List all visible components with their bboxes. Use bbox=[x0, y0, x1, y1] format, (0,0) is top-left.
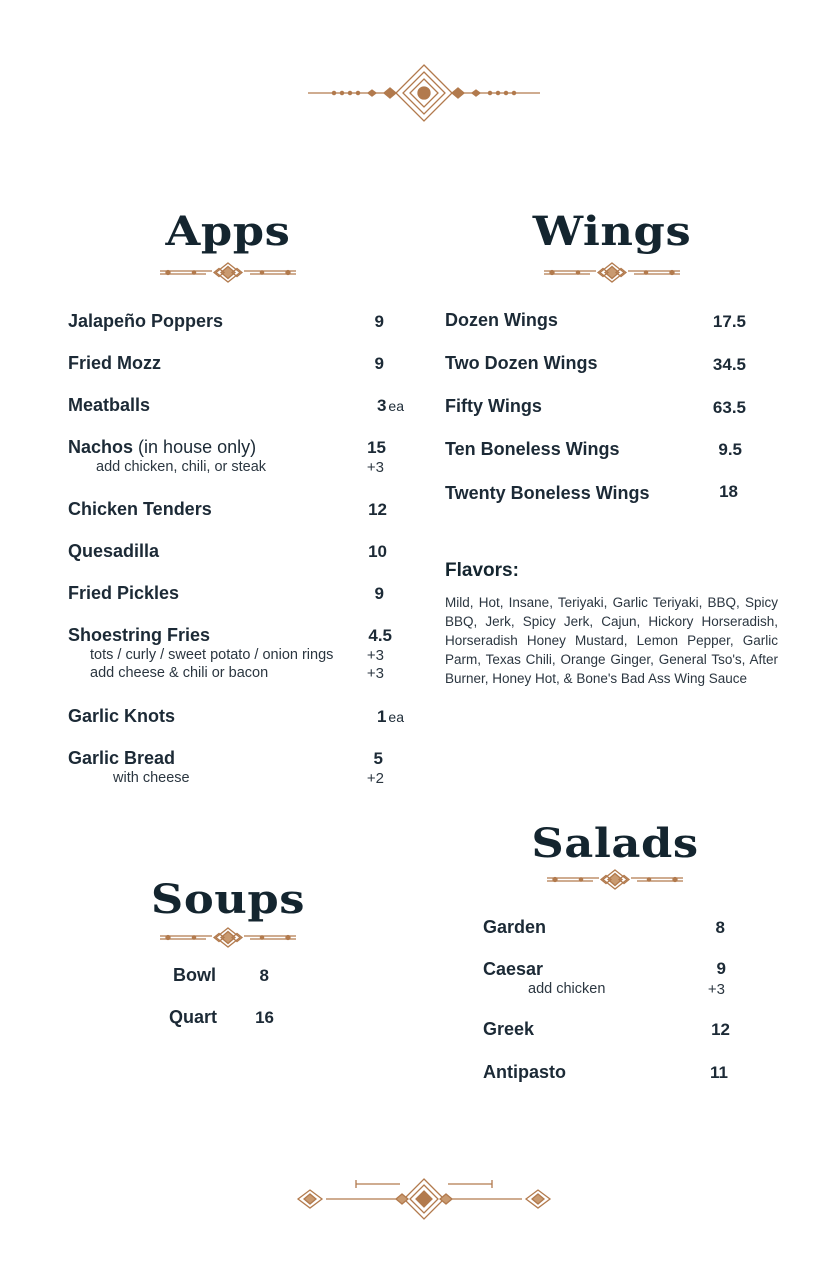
menu-item-bowl: Bowl bbox=[173, 965, 216, 985]
price-two-dozen-wings: 34.5 bbox=[712, 355, 746, 374]
price-meatballs: 3 ea bbox=[376, 396, 404, 415]
menu-item-twenty-boneless-wings: Twenty Boneless Wings bbox=[445, 483, 650, 503]
price-greek: 12 bbox=[711, 1020, 730, 1039]
price-garlic-bread: 5 bbox=[373, 749, 383, 768]
addon-price-nachos: +3 bbox=[366, 459, 384, 476]
flavors-list: Mild, Hot, Insane, Teriyaki, Garlic Teriyaki, BBQ, Spicy BBQ, Jerk, Spicy Jerk, Cajun, Hickory Horseradish, Horseradish Honey Mustard, Lemon Pepper, Garlic Parm, Texas Chili, Orange Ginger, General Tso's, After Burner, Honey Hot, & Bone's Bad Ass Wing Sauce bbox=[445, 595, 778, 686]
apps-divider bbox=[158, 262, 298, 284]
menu-item-two-dozen-wings: Two Dozen Wings bbox=[445, 353, 598, 373]
addon-nachos: add chicken, chili, or steak bbox=[96, 459, 267, 475]
menu-item-nachos: Nachos (in house only) bbox=[68, 437, 257, 457]
menu-item-quesadilla: Quesadilla bbox=[68, 541, 160, 561]
menu-item-caesar: Caesar bbox=[483, 959, 544, 979]
price-quart: 16 bbox=[255, 1008, 274, 1027]
menu-item-dozen-wings: Dozen Wings bbox=[445, 310, 558, 330]
price-ten-boneless-wings: 9.5 bbox=[718, 440, 742, 459]
price-fried-pickles: 9 bbox=[374, 584, 384, 603]
addon-price-garlic-bread: +2 bbox=[366, 770, 384, 787]
price-nachos: 15 bbox=[367, 438, 386, 457]
price-dozen-wings: 17.5 bbox=[712, 312, 746, 331]
flavors-title: Flavors: bbox=[445, 560, 519, 581]
top-ornament bbox=[306, 62, 542, 124]
addon-price-caesar: +3 bbox=[707, 981, 725, 998]
salads-divider bbox=[545, 869, 685, 891]
menu-item-fried-mozz: Fried Mozz bbox=[68, 353, 161, 373]
price-garden: 8 bbox=[715, 918, 725, 937]
apps-heading: Apps bbox=[165, 208, 291, 255]
price-quesadilla: 10 bbox=[368, 542, 387, 561]
price-antipasto: 11 bbox=[710, 1063, 728, 1082]
menu-item-fifty-wings: Fifty Wings bbox=[445, 396, 542, 416]
unit-label: ea bbox=[388, 709, 404, 725]
addon-caesar: add chicken bbox=[528, 981, 606, 997]
menu-item-ten-boneless-wings: Ten Boneless Wings bbox=[445, 439, 620, 459]
menu-item-garlic-knots: Garlic Knots bbox=[68, 706, 176, 726]
menu-item-shoestring-fries: Shoestring Fries bbox=[68, 625, 211, 645]
price-jalapeno-poppers: 9 bbox=[374, 312, 384, 331]
soups-divider bbox=[158, 927, 298, 949]
price-shoestring-fries: 4.5 bbox=[368, 626, 392, 645]
bottom-ornament bbox=[296, 1176, 552, 1222]
salads-heading: Salads bbox=[531, 820, 699, 867]
price-bowl: 8 bbox=[259, 966, 269, 985]
price-twenty-boneless-wings: 18 bbox=[719, 482, 738, 501]
menu-item-quart: Quart bbox=[169, 1007, 218, 1027]
price-fifty-wings: 63.5 bbox=[712, 398, 746, 417]
menu-item-greek: Greek bbox=[483, 1019, 535, 1039]
addon-fries-toppings: add cheese & chili or bacon bbox=[90, 665, 269, 681]
price-caesar: 9 bbox=[716, 959, 726, 978]
wings-heading: Wings bbox=[532, 208, 692, 255]
menu-item-fried-pickles: Fried Pickles bbox=[68, 583, 180, 603]
menu-item-jalapeno-poppers: Jalapeño Poppers bbox=[68, 311, 224, 331]
addon-fries-style: tots / curly / sweet potato / onion rings bbox=[90, 647, 334, 663]
price-fried-mozz: 9 bbox=[374, 354, 384, 373]
nachos-note: (in house only) bbox=[138, 437, 257, 457]
price-garlic-knots: 1 ea bbox=[376, 707, 404, 726]
menu-item-meatballs: Meatballs bbox=[68, 395, 151, 415]
menu-item-garlic-bread: Garlic Bread bbox=[68, 748, 176, 768]
unit-label: ea bbox=[388, 398, 404, 414]
menu-item-antipasto: Antipasto bbox=[483, 1062, 566, 1082]
wings-divider bbox=[542, 262, 682, 284]
addon-price-fries-style: +3 bbox=[366, 647, 384, 664]
price-chicken-tenders: 12 bbox=[368, 500, 387, 519]
menu-item-chicken-tenders: Chicken Tenders bbox=[68, 499, 212, 519]
addon-garlic-bread: with cheese bbox=[113, 770, 190, 786]
addon-price-fries-toppings: +3 bbox=[366, 665, 384, 682]
soups-heading: Soups bbox=[150, 876, 306, 923]
menu-item-garden: Garden bbox=[483, 917, 547, 937]
